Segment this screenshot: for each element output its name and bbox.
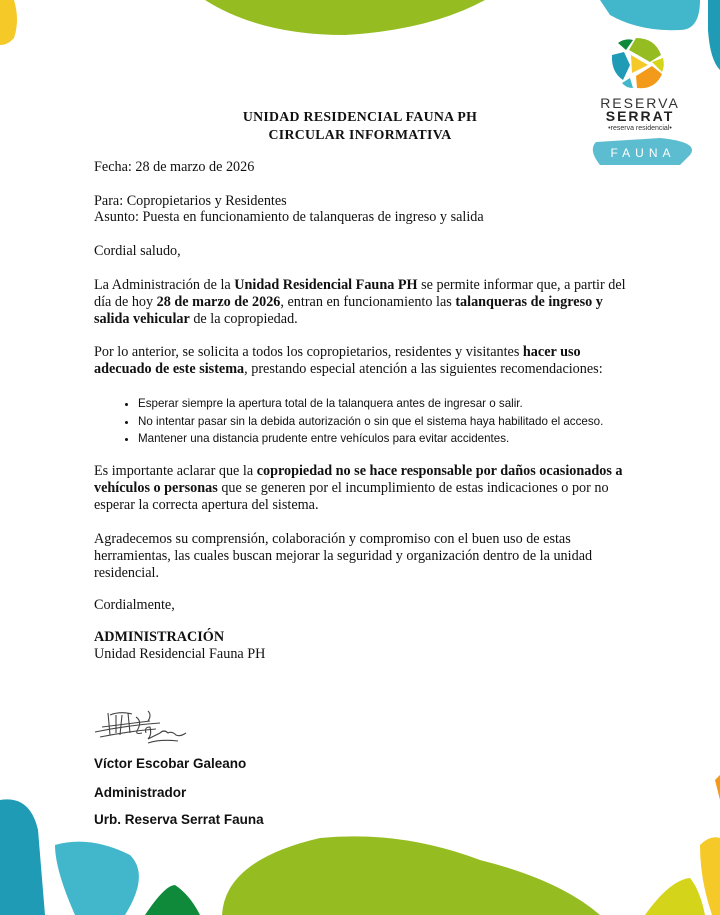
top-right-darkteal-shape <box>708 0 720 70</box>
logo-tagline: •reserva residencial• <box>608 125 672 132</box>
logo-line1: RESERVA <box>600 95 680 111</box>
org-title: ADMINISTRACIÓN <box>94 629 225 645</box>
logo-badge: FAUNA <box>610 146 676 160</box>
logo-line2: SERRAT <box>605 108 675 124</box>
recommendations-list <box>94 395 603 448</box>
closing: Cordialmente, <box>94 597 175 613</box>
bottom-right-orange-shape <box>715 775 720 800</box>
logo-emblem <box>612 38 664 88</box>
greeting: Cordial saludo, <box>94 243 181 259</box>
paragraph-3: Es importante aclarar que la copropiedad no se hace responsable por daños ocasionados a vehículos o personas que se generen por el incumplimiento de estas indicaciones o por no esperar la correcta apertura del sistema. <box>94 463 623 513</box>
signature <box>90 705 200 750</box>
top-right-teal-shape <box>600 0 700 30</box>
bottom-right-yellow-shape <box>700 837 720 915</box>
bottom-left-darkteal-shape <box>0 799 45 915</box>
signer-role: Administrador <box>94 785 187 800</box>
paragraph-1: La Administración de la Unidad Residencial Fauna PH se permite informar que, a partir del día de hoy 28 de marzo de 2026, entran en funcionamiento las talanqueras de ingreso y salida vehicular de la copropiedad. <box>94 277 626 327</box>
list-item: • Mantener una distancia prudente entre vehículos para evitar accidentes. <box>138 430 603 448</box>
top-green-shape <box>205 0 485 35</box>
recipient: Para: Copropietarios y Residentes <box>94 193 287 209</box>
bottom-darkgreen-shape <box>145 885 200 915</box>
subject: Asunto: Puesta en funcionamiento de talanqueras de ingreso y salida <box>94 209 484 225</box>
header-subtitle: CIRCULAR INFORMATIVA <box>268 127 452 142</box>
signer-org: Urb. Reserva Serrat Fauna <box>94 812 264 827</box>
list-item: • Esperar siempre la apertura total de la talanquera antes de ingresar o salir. <box>138 395 603 413</box>
header-title: UNIDAD RESIDENCIAL FAUNA PH <box>242 109 478 124</box>
bottom-green-shape <box>222 836 600 915</box>
top-left-yellow-shape <box>0 0 17 45</box>
signer-name: Víctor Escobar Galeano <box>94 756 247 771</box>
paragraph-2: Por lo anterior, se solicita a todos los copropietarios, residentes y visitantes hacer uso adecuado de este sistema, prestando especial atención a las siguientes recomendaciones: <box>94 344 603 377</box>
date: Fecha: 28 de marzo de 2026 <box>94 159 255 175</box>
org-name: Unidad Residencial Fauna PH <box>94 646 266 662</box>
list-item: • No intentar pasar sin la debida autorización o sin que el sistema haya habilitado el acceso. <box>138 413 603 431</box>
bottom-right-lime-shape <box>645 878 705 915</box>
bottom-left-teal-shape <box>55 842 139 915</box>
paragraph-4: Agradecemos su comprensión, colaboración y compromiso con el buen uso de estas herramientas, las cuales buscan mejorar la seguridad y organización dentro de la unidad residencial. <box>94 531 593 581</box>
